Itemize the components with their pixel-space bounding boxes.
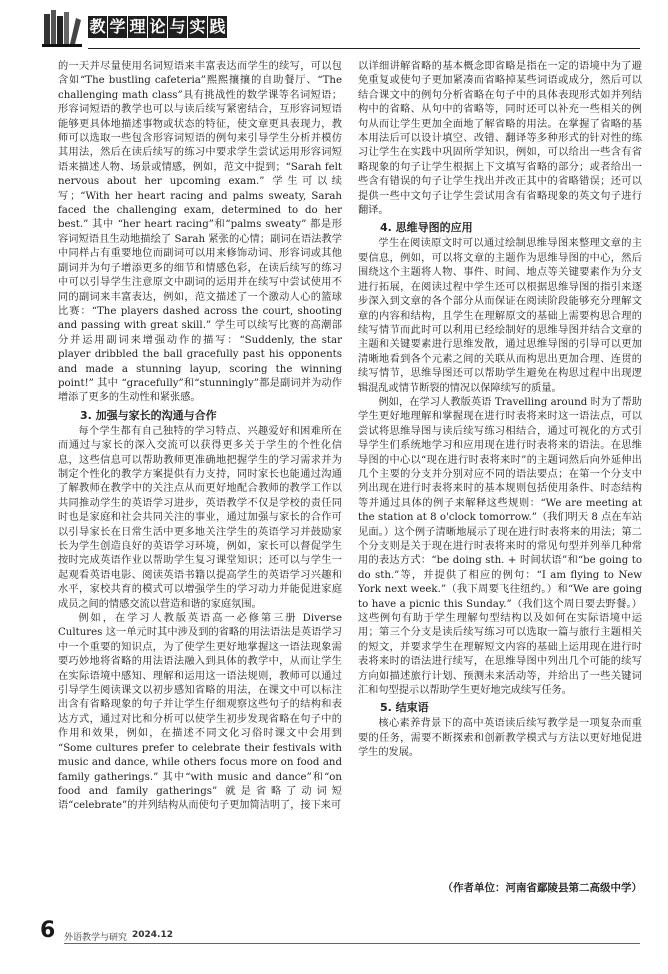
paragraph: 核心素养背景下的高中英语读后续写教学是一项复杂而重要的任务，需要不断探索和创新教学模式与方法以更好地促进学生的发展。: [358, 718, 642, 759]
paragraph: 以详细讲解省略的基本概念即省略是指在一定的语境中为了避免重复或使句子更加紧凑而省略掉某些词语或成分，然后可以结合课文中的例句分析省略在句子中的具体表现形式如并列结构中的省略、从句中的省略等，同时还可以补充一些相关的例句从而让学生更加全面地了解省略的用法。在掌握了省略的基本用法后可以设计填空、改错、翻译等多种形式的针对性的练习让学生在实践中巩固所学知识，例如，可以给出一些含有省略现象的句子让学生根据上下文填写省略的部分；或者给出一些含有错误的句子让学生找出并改正其中的省略错误；还可以提供一些中文句子让学生尝试用含有省略现象的英文句子进行翻译。: [358, 61, 642, 217]
page-header: [40, 4, 640, 54]
issue-date: 2024.12: [132, 930, 173, 940]
paragraph: 例如，在学习人教版英语高一必修第三册 Diverse Cultures 这一单元时其中涉及到的省略的用法语法是英语学习中一个重要的知识点，为了使学生更好地掌握这一语法现象需要巧妙地将省略的用法语法融入到具体的教学中，从而让学生在实际语境中感知、理解和运用这一语法规则，教师可以通过引导学生阅读课文以初步感知省略的用法，在课文中可以标注出含有省略现象的句子并让学生仔细观察这些句子的结构和表达方式，通过对比和分析可以使学生初步发现省略在句子中的作用和效果，例如，在描述不同文化习俗时课文中会用到 “Some cultures prefer to celebrate their festivals with music and dance, while others focus more on food and family gatherings.” 其中“with music and dance”和“on food and family gatherings” 就是省略了动词短语“celebrate”的并列结构从而使句子更加简洁明了，接下来可: [58, 613, 342, 812]
footer-divider: [64, 943, 640, 944]
left-column: [58, 60, 342, 814]
section-title-char: 学: [109, 17, 126, 36]
section-heading: 5. 结束语: [380, 701, 429, 715]
page-footer: [40, 918, 640, 948]
section-title-char: 践: [209, 17, 226, 36]
section-title-char: 理: [129, 17, 146, 36]
header-divider: [88, 48, 640, 49]
paragraph: 的一天并尽量使用名词短语来丰富表达而学生的续写，可以包含如“The bustling cafeteria”熙熙攘攘的自助餐厅、“The challenging math class”具有挑战性的数学课等名词短语；形容词短语的教学也可以与读后续写紧密结合，互形容词短语能够更具体地描述事物或状态的特征，使文章更具表现力，教师可以选取一些包含形容词短语的例句来引导学生分析并模仿其用法，然后在读后续写的练习中要求学生尝试运用形容词短语来描述人物、场景或情感，例如，范文中提到；“Sarah felt nervous about her upcoming exam.” 学生可以续写；“With her heart racing and palms sweaty, Sarah faced the challenging exam, determined to do her best.” 其中 “her heart racing”和“palms sweaty” 都是形容词短语且生动地描绘了 Sarah 紧张的心情；副词在语法教学中同样占有重要地位而副词可以用来修饰动词、形容词或其他副词并为句子增添更多的细节和情感色彩，在读后续写的练习中可以引导学生注意原文中副词的运用并在续写中尝试使用不同的副词来丰富表达，例如，范文描述了一个激动人心的篮球比赛：“The players dashed across the court, shooting and passing with great skill.” 学生可以续写比赛的高潮部分并运用副词来增强动作的描写：“Suddenly, the star player dribbled the ball gracefully past his opponents and made a stunning layup, scoring the winning point!” 其中 “gracefully”和“stunningly”都是副词并为动作增添了更多的生动性和紧张感。: [58, 61, 342, 404]
section-title-char: 论: [149, 17, 166, 36]
section-title-char: 与: [169, 17, 186, 36]
bookshelf-logo-icon: [40, 6, 84, 50]
paragraph: 每个学生都有自己独特的学习特点、兴趣爱好和困难所在而通过与家长的深入交流可以获得更多关于学生的个性化信息，这些信息可以帮助教师更准确地把握学生的学习需求并为制定个性化的教学方案提供有力支持，同时家长也能通过沟通了解教师在教学中的关注点从而更好地配合教师的教学工作以共同推动学生的英语学习进步，英语教学不仅是学校的责任同时也是家庭和社会共同关注的事业，通过加强与家长的合作可以引导家长在日常生活中更多地关注学生的英语学习并鼓励家长为学生创造良好的英语学习环境，例如，家长可以督促学生按时完成英语作业以帮助学生复习课堂知识；还可以与学生一起观看英语电影、阅读英语书籍以提高学生的英语学习兴趣和水平，家校共育的模式可以增强学生的学习动力并能促进家庭成员之间的情感交流以营造和谐的家庭氛围。: [58, 425, 342, 610]
section-title-char: 实: [189, 17, 206, 36]
author-affiliation: （作者单位：河南省鄢陵县第二高级中学）: [442, 882, 642, 894]
right-column: [358, 60, 642, 761]
section-heading: 4. 思维导图的应用: [380, 221, 473, 235]
section-title-char: 教: [89, 17, 106, 36]
journal-name: 外语教学与研究: [64, 933, 128, 943]
section-title: [88, 16, 228, 38]
paragraph: 学生在阅读原文时可以通过绘制思维导图来整理文章的主要信息，例如，可以将文章的主题作为思维导图的中心，然后围绕这个主题将人物、事件、时间、地点等关键要素作为分支进行拓展，在阅读过程中学生还可以根据思维导图的指引来逐步深入到文章的各个部分从而保证在阅读阶段能够充分理解文章的内容和结构，且学生在理解原文的基础上需要构思合理的续写情节而此时可以利用已经绘制好的思维导图并结合文章的主题和关键要素进行思维发散，通过思维导图的引导可以更加清晰地看到各个元素之间的关联从而构思出更加合理、连贯的续写情节，思维导图还可以帮助学生避免在构思过程中出现逻辑混乱或情节断裂的情况以保障续写的质量。: [358, 238, 642, 394]
page-number: 6: [40, 918, 56, 943]
section-heading: 3. 加强与家长的沟通与合作: [80, 408, 217, 422]
paragraph: 例如，在学习人教版英语 Travelling around 时为了帮助学生更好地理解和掌握现在进行时表将来时这一语法点，可以尝试将思维导图与读后续写练习相结合，通过可视化的方式引导学生们系统地学习和应用现在进行时表将来的语法。在思维导图的中心以“现在进行时表将来时”的主题词然后向外延伸出几个主要的分支并分别对应不同的语法要点；在第一个分支中列出现在进行时表将来时的基本规则包括使用条件、时态结构等并通过具体的例子来解释这些规则：“We are meeting at the station at 8 o'clock tomorrow.”（我们明天 8 点在车站见面。）这个例子清晰地展示了现在进行时表将来的用法；第二个分支则是关于现在进行时表将来时的常见句型并列举几种常用的表达方式：“be doing sth. + 时间状语”和“be going to do sth.”等，并提供了相应的例句：“I am flying to New York next week.”（我下周要飞往纽约。）和“We are going to have a picnic this Sunday.”（我们这个周日要去野餐。）这些例句有助于学生理解句型结构以及如何在实际语境中运用；第三个分支是读后续写练习可以选取一篇与旅行主题相关的短文，并要求学生在理解短文内容的基础上运用现在进行时表将来时的语法进行续写，在思维导图中列出几个可能的续写方向如描述旅行计划、预测未来活动等，并给出了一些关键词汇和句型提示以帮助学生更好地完成续写任务。: [358, 396, 642, 697]
